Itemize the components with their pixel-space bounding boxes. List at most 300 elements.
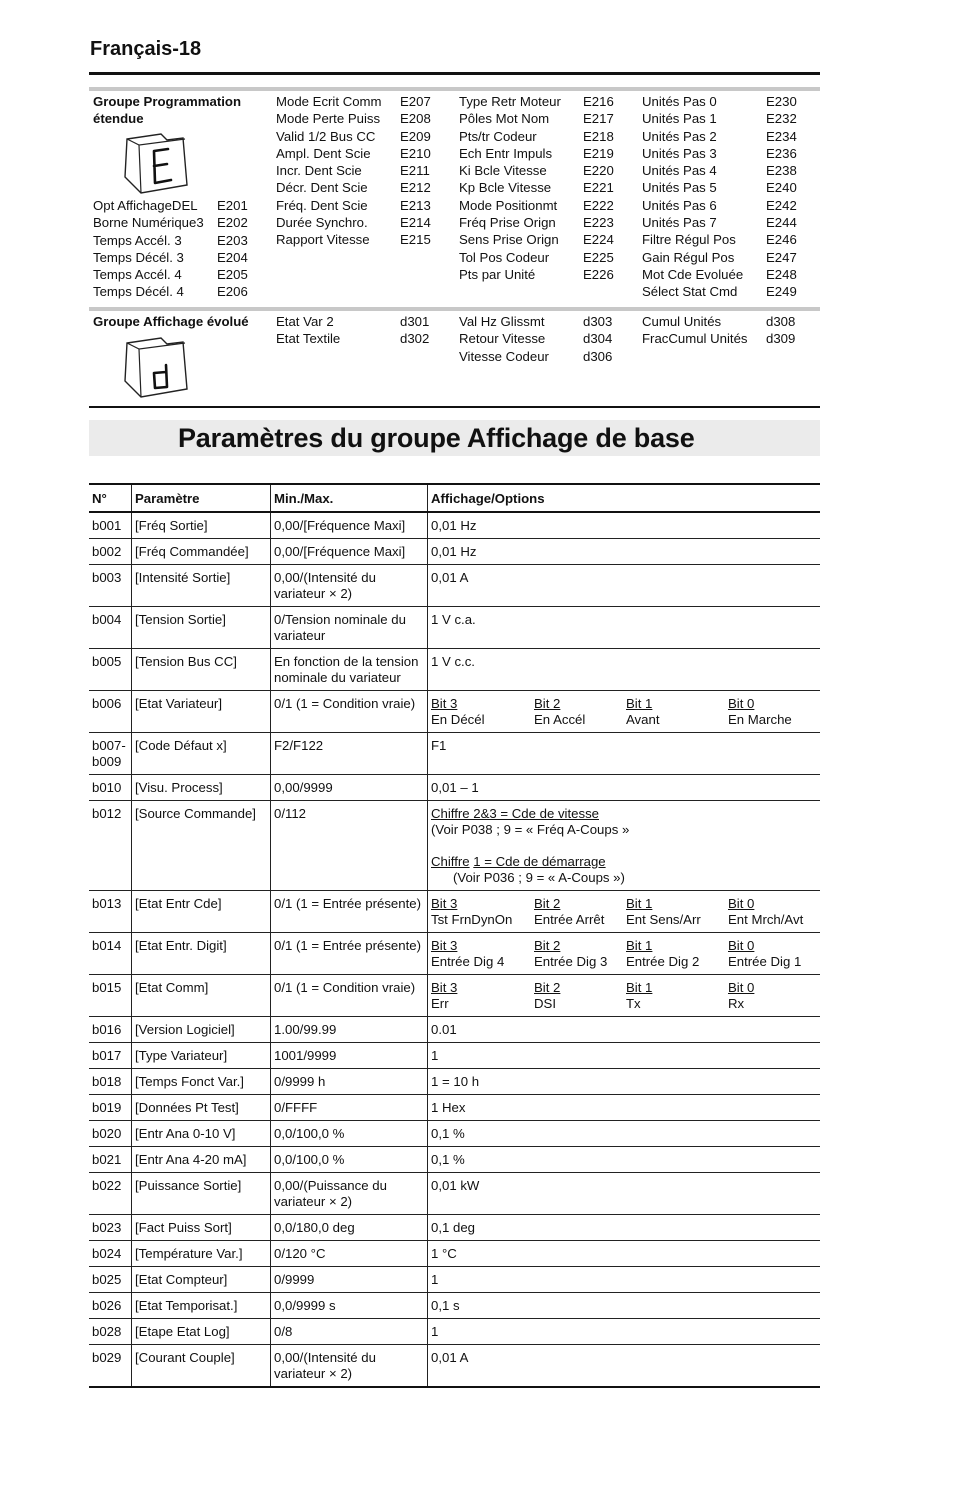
param-minmax: F2/F122 — [271, 733, 428, 775]
param-display: 1 — [428, 1267, 821, 1293]
bit-header: Bit 0 — [728, 696, 755, 711]
table-row — [89, 607, 820, 649]
bit-cell — [431, 896, 534, 928]
param-name: Unités Pas 1 — [642, 111, 717, 127]
param-code: E204 — [217, 249, 248, 265]
param-display — [428, 691, 821, 733]
param-minmax: 0,00/(Puissance du variateur × 2) — [271, 1173, 428, 1215]
param-number: b020 — [89, 1121, 132, 1147]
param-name: Mode Positionmt — [459, 197, 558, 213]
group-disp-bar — [89, 307, 820, 311]
param-number: b021 — [89, 1147, 132, 1173]
param-display: 0.01 — [428, 1017, 821, 1043]
param-display: 0,01 kW — [428, 1173, 821, 1215]
param-name: Unités Pas 6 — [642, 197, 717, 213]
list-item — [459, 93, 614, 110]
param-name: Etat Textile — [276, 331, 341, 347]
bit-header: Bit 2 — [534, 696, 561, 711]
param-code: E240 — [766, 180, 797, 196]
param-name: Opt AffichageDEL — [93, 198, 198, 213]
param-code: E224 — [583, 232, 614, 248]
param-code: E208 — [400, 111, 431, 127]
param-name: Ki Bcle Vitesse — [459, 163, 547, 179]
bit-header: Bit 3 — [431, 980, 458, 995]
param-label: [Etat Entr. Digit] — [132, 933, 271, 975]
param-number: b001 — [89, 512, 132, 539]
param-display: 0,01 Hz — [428, 539, 821, 565]
param-name: Temps Décél. 4 — [93, 284, 184, 300]
param-label: [Intensité Sortie] — [132, 565, 271, 607]
bit-header: Bit 1 — [626, 980, 653, 995]
list-item — [276, 179, 431, 196]
source-line-3 — [431, 854, 817, 870]
group-prog-bar — [89, 87, 820, 91]
list-item — [276, 313, 429, 330]
param-name: Etat Var 2 — [276, 314, 334, 329]
param-code: E244 — [766, 215, 797, 231]
bit-header: Bit 2 — [534, 896, 561, 911]
param-minmax: 0/1 (1 = Entrée présente) — [271, 891, 428, 933]
list-item — [459, 330, 612, 347]
header-number: N° — [89, 484, 132, 512]
param-number: b025 — [89, 1267, 132, 1293]
param-label: [Etape Etat Log] — [132, 1319, 271, 1345]
param-minmax: 0/112 — [271, 801, 428, 891]
table-row — [89, 565, 820, 607]
param-minmax: 0,0/9999 s — [271, 1293, 428, 1319]
bit-header: Bit 0 — [728, 896, 755, 911]
list-item — [276, 93, 431, 110]
param-name: Unités Pas 4 — [642, 163, 717, 179]
list-item — [93, 197, 248, 214]
bit-header: Bit 1 — [626, 696, 653, 711]
param-code: d303 — [583, 314, 613, 329]
bit-header: Bit 2 — [534, 980, 561, 995]
param-label: [Etat Comm] — [132, 975, 271, 1017]
param-label: [Etat Variateur] — [132, 691, 271, 733]
param-label: [Source Commande] — [132, 801, 271, 891]
list-item — [276, 214, 431, 231]
param-name: Retour Vitesse — [459, 331, 546, 347]
header-parameter: Paramètre — [132, 484, 271, 512]
bit-value: Entrée Arrêt — [534, 912, 605, 927]
bit-header: Bit 0 — [728, 938, 755, 953]
bit-header: Bit 3 — [431, 938, 458, 953]
param-name: Borne Numérique3 — [93, 215, 204, 231]
list-item — [276, 330, 429, 347]
list-item — [93, 249, 248, 266]
folder-e-icon — [121, 131, 191, 195]
list-item — [459, 110, 614, 127]
table-row — [89, 1069, 820, 1095]
list-item — [642, 330, 795, 347]
param-name: Valid 1/2 Bus CC — [276, 128, 376, 144]
bit-value: Ent Sens/Arr — [626, 912, 701, 927]
param-code: E203 — [217, 232, 248, 248]
param-name: Fréq. Dent Scie — [276, 197, 368, 213]
table-row — [89, 1147, 820, 1173]
param-code: E214 — [400, 215, 431, 231]
bit-cell — [534, 980, 626, 1012]
table-row — [89, 1121, 820, 1147]
list-item — [642, 283, 797, 300]
param-minmax: 0/Tension nominale du variateur — [271, 607, 428, 649]
param-code: E234 — [766, 128, 797, 144]
list-item — [459, 249, 614, 266]
param-code: E201 — [217, 198, 248, 213]
param-label: [Etat Compteur] — [132, 1267, 271, 1293]
param-code: d302 — [400, 331, 430, 347]
bit-header: Bit 1 — [626, 896, 653, 911]
source-line-3b: 1 = Cde de démarrage — [473, 854, 606, 869]
bit-value: En Décél — [431, 712, 485, 727]
list-item — [642, 197, 797, 214]
param-name: FracCumul Unités — [642, 331, 748, 347]
spacer — [431, 838, 817, 854]
bit-grid — [431, 980, 817, 1012]
param-number: b015 — [89, 975, 132, 1017]
param-name: Pts par Unité — [459, 266, 536, 282]
param-display: 0,01 Hz — [428, 512, 821, 539]
param-label: [Etat Entr Cde] — [132, 891, 271, 933]
param-code: E212 — [400, 180, 431, 196]
list-item — [276, 197, 431, 214]
param-code: E221 — [583, 180, 614, 196]
param-number: b024 — [89, 1241, 132, 1267]
param-number: b013 — [89, 891, 132, 933]
param-name: Rapport Vitesse — [276, 232, 370, 248]
param-label: [Fréq Commandée] — [132, 539, 271, 565]
bit-cell — [728, 980, 754, 1012]
bit-value: Tx — [626, 996, 641, 1011]
param-display: 0,01 A — [428, 1345, 821, 1388]
list-item — [459, 348, 612, 365]
param-number: b016 — [89, 1017, 132, 1043]
list-item — [276, 162, 431, 179]
param-minmax: 0/1 (1 = Condition vraie) — [271, 975, 428, 1017]
param-number: b010 — [89, 775, 132, 801]
param-code: E202 — [217, 215, 248, 231]
param-name: Temps Décél. 3 — [93, 249, 184, 265]
param-display — [428, 933, 821, 975]
param-label: [Courant Couple] — [132, 1345, 271, 1388]
param-code: E215 — [400, 232, 431, 248]
bit-cell — [728, 696, 792, 728]
param-code: E207 — [400, 94, 431, 109]
list-item — [642, 162, 797, 179]
param-number: b004 — [89, 607, 132, 649]
table-row — [89, 1043, 820, 1069]
table-row — [89, 539, 820, 565]
param-code: E246 — [766, 232, 797, 248]
param-display: 0,1 % — [428, 1121, 821, 1147]
param-display: 1 = 10 h — [428, 1069, 821, 1095]
param-number: b026 — [89, 1293, 132, 1319]
param-name: Mot Cde Evoluée — [642, 266, 744, 282]
param-number: b028 — [89, 1319, 132, 1345]
source-line-2: (Voir P038 ; 9 = « Fréq A-Coups » — [431, 822, 630, 837]
param-number: b017 — [89, 1043, 132, 1069]
param-code: E219 — [583, 145, 614, 161]
bit-value: En Accél — [534, 712, 586, 727]
param-code: E232 — [766, 111, 797, 127]
param-label: [Fact Puiss Sort] — [132, 1215, 271, 1241]
list-item — [459, 162, 614, 179]
param-minmax: 0,00/[Fréquence Maxi] — [271, 512, 428, 539]
list-item — [642, 231, 797, 248]
list-item — [642, 249, 797, 266]
page-header: Français-18 — [90, 38, 202, 60]
param-label: [Entr Ana 0-10 V] — [132, 1121, 271, 1147]
table-row — [89, 1095, 820, 1121]
folder-d-icon — [121, 335, 191, 399]
param-display: 0,1 % — [428, 1147, 821, 1173]
bit-cell — [626, 938, 728, 970]
table-row — [89, 933, 820, 975]
param-number: b003 — [89, 565, 132, 607]
top-rule — [89, 72, 820, 75]
param-minmax: En fonction de la tension nominale du variateur — [271, 649, 428, 691]
table-row — [89, 1319, 820, 1345]
list-item — [459, 197, 614, 214]
param-display — [428, 891, 821, 933]
param-code: E206 — [217, 284, 248, 300]
param-label: [Tension Sortie] — [132, 607, 271, 649]
param-label: [Version Logiciel] — [132, 1017, 271, 1043]
list-item — [276, 145, 431, 162]
param-display — [428, 801, 821, 891]
param-name: Unités Pas 5 — [642, 180, 717, 196]
list-item — [459, 313, 612, 330]
bit-value: Entrée Dig 3 — [534, 954, 608, 969]
bit-cell — [431, 938, 534, 970]
param-number: b014 — [89, 933, 132, 975]
list-item — [93, 266, 248, 283]
bit-cell — [626, 696, 728, 728]
list-item — [93, 232, 248, 249]
bit-value: Avant — [626, 712, 660, 727]
param-number: b029 — [89, 1345, 132, 1388]
param-code: E248 — [766, 266, 797, 282]
param-name: Décr. Dent Scie — [276, 180, 368, 196]
param-label: [Température Var.] — [132, 1241, 271, 1267]
bit-value: Err — [431, 996, 449, 1011]
table-row — [89, 1215, 820, 1241]
param-minmax: 1001/9999 — [271, 1043, 428, 1069]
list-item — [642, 313, 795, 330]
param-minmax: 0,00/(Intensité du variateur × 2) — [271, 1345, 428, 1388]
param-number: b005 — [89, 649, 132, 691]
param-display: 1 Hex — [428, 1095, 821, 1121]
param-display: 0,1 deg — [428, 1215, 821, 1241]
table-row — [89, 801, 820, 891]
param-code: E230 — [766, 94, 797, 109]
param-name: Ech Entr Impuls — [459, 145, 553, 161]
param-number: b012 — [89, 801, 132, 891]
list-item — [459, 266, 614, 283]
param-number: b018 — [89, 1069, 132, 1095]
list-item — [642, 110, 797, 127]
param-name: Sens Prise Orign — [459, 232, 559, 248]
group-affichage-evolue — [89, 313, 820, 403]
table-row — [89, 775, 820, 801]
bit-cell — [431, 980, 534, 1012]
param-name: Unités Pas 2 — [642, 128, 717, 144]
bit-value: DSI — [534, 996, 556, 1011]
param-label: [Type Variateur] — [132, 1043, 271, 1069]
param-display: 1 — [428, 1043, 821, 1069]
param-code: d308 — [766, 314, 796, 329]
list-item — [642, 214, 797, 231]
param-code: E210 — [400, 145, 431, 161]
param-label: [Tension Bus CC] — [132, 649, 271, 691]
list-item — [642, 93, 797, 110]
param-name: Cumul Unités — [642, 314, 722, 329]
param-code: E216 — [583, 94, 614, 109]
bit-value: Tst FrnDynOn — [431, 912, 513, 927]
param-number: b007-b009 — [89, 733, 132, 775]
param-name: Kp Bcle Vitesse — [459, 180, 552, 196]
param-name: Pôles Mot Nom — [459, 111, 550, 127]
bit-cell — [534, 938, 626, 970]
param-code: d301 — [400, 314, 430, 329]
param-name: Ampl. Dent Scie — [276, 145, 371, 161]
param-code: E249 — [766, 284, 797, 300]
bit-header: Bit 1 — [626, 938, 653, 953]
param-minmax: 0/9999 — [271, 1267, 428, 1293]
param-name: Filtre Régul Pos — [642, 232, 736, 248]
bit-cell — [626, 980, 728, 1012]
param-display: F1 — [428, 733, 821, 775]
param-label: [Entr Ana 4-20 mA] — [132, 1147, 271, 1173]
bit-cell — [534, 896, 626, 928]
list-item — [93, 283, 248, 300]
param-code: E247 — [766, 249, 797, 265]
group-programmation — [89, 93, 820, 303]
table-row — [89, 1017, 820, 1043]
bit-cell — [431, 696, 534, 728]
param-display: 1 °C — [428, 1241, 821, 1267]
bit-cell — [728, 896, 803, 928]
param-name: Temps Accél. 4 — [93, 267, 182, 283]
param-name: Unités Pas 7 — [642, 215, 717, 231]
param-name: Mode Perte Puiss — [276, 111, 381, 127]
param-minmax: 0/1 (1 = Entrée présente) — [271, 933, 428, 975]
list-item — [459, 231, 614, 248]
param-name: Fréq Prise Orign — [459, 215, 556, 231]
param-label: [Temps Fonct Var.] — [132, 1069, 271, 1095]
param-label: [Puissance Sortie] — [132, 1173, 271, 1215]
param-label: [Fréq Sortie] — [132, 512, 271, 539]
bit-value: Ent Mrch/Avt — [728, 912, 804, 927]
param-display: 0,1 s — [428, 1293, 821, 1319]
bit-cell — [534, 696, 626, 728]
param-minmax: 0,0/100,0 % — [271, 1121, 428, 1147]
table-header-row — [89, 484, 820, 512]
param-name: Sélect Stat Cmd — [642, 284, 738, 300]
param-code: E209 — [400, 128, 431, 144]
param-name: Incr. Dent Scie — [276, 163, 362, 179]
param-display: 1 V c.c. — [428, 649, 821, 691]
list-item — [276, 110, 431, 127]
param-minmax: 1.00/99.99 — [271, 1017, 428, 1043]
param-minmax: 0/1 (1 = Condition vraie) — [271, 691, 428, 733]
list-item — [642, 145, 797, 162]
param-name: Unités Pas 0 — [642, 94, 717, 109]
table-row — [89, 1293, 820, 1319]
param-name: Gain Régul Pos — [642, 249, 735, 265]
bit-value: Entrée Dig 4 — [431, 954, 505, 969]
param-minmax: 0/FFFF — [271, 1095, 428, 1121]
param-minmax: 0/120 °C — [271, 1241, 428, 1267]
list-item — [459, 179, 614, 196]
list-item — [642, 128, 797, 145]
bit-value: Rx — [728, 996, 745, 1011]
param-minmax: 0/8 — [271, 1319, 428, 1345]
param-minmax: 0,00/[Fréquence Maxi] — [271, 539, 428, 565]
bit-cell — [728, 938, 801, 970]
table-row — [89, 691, 820, 733]
list-item — [642, 179, 797, 196]
param-code: E211 — [400, 163, 430, 179]
param-display: 1 V c.a. — [428, 607, 821, 649]
table-row — [89, 733, 820, 775]
list-item — [93, 214, 248, 231]
source-line-3a: Chiffre — [431, 854, 470, 869]
list-item — [459, 128, 614, 145]
bit-value: Entrée Dig 2 — [626, 954, 700, 969]
param-code: E226 — [583, 266, 614, 282]
param-minmax: 0/9999 h — [271, 1069, 428, 1095]
param-name: Vitesse Codeur — [459, 348, 549, 364]
source-line-4: (Voir P036 ; 9 = « A-Coups ») — [453, 870, 625, 885]
param-name: Pts/tr Codeur — [459, 128, 537, 144]
mid-rule — [89, 406, 820, 408]
table-row — [89, 891, 820, 933]
table-row — [89, 975, 820, 1017]
header-display-options: Affichage/Options — [428, 484, 821, 512]
param-code: E220 — [583, 163, 614, 179]
param-name: Tol Pos Codeur — [459, 249, 550, 265]
param-name: Unités Pas 3 — [642, 145, 717, 161]
param-code: E242 — [766, 197, 797, 213]
param-display: 0,01 – 1 — [428, 775, 821, 801]
source-line-1: Chiffre 2&3 = Cde de vitesse — [431, 806, 599, 821]
table-row — [89, 1267, 820, 1293]
table-row — [89, 512, 820, 539]
param-code: d309 — [766, 331, 796, 347]
bit-value: En Marche — [728, 712, 792, 727]
param-code: d306 — [583, 348, 613, 364]
list-item — [276, 231, 431, 248]
bit-header: Bit 2 — [534, 938, 561, 953]
param-code: E217 — [583, 111, 614, 127]
bit-value: Entrée Dig 1 — [728, 954, 802, 969]
param-label: [Etat Temporisat.] — [132, 1293, 271, 1319]
param-name: Val Hz Glissmt — [459, 314, 545, 329]
param-name: Temps Accél. 3 — [93, 232, 182, 248]
param-code: E238 — [766, 163, 797, 179]
param-code: E218 — [583, 128, 614, 144]
param-minmax: 0,00/9999 — [271, 775, 428, 801]
bit-grid — [431, 938, 817, 970]
header-minmax: Min./Max. — [271, 484, 428, 512]
list-item — [459, 145, 614, 162]
bit-grid — [431, 696, 817, 728]
bit-grid — [431, 896, 817, 928]
param-code: E213 — [400, 197, 431, 213]
param-name: Mode Ecrit Comm — [276, 94, 382, 109]
